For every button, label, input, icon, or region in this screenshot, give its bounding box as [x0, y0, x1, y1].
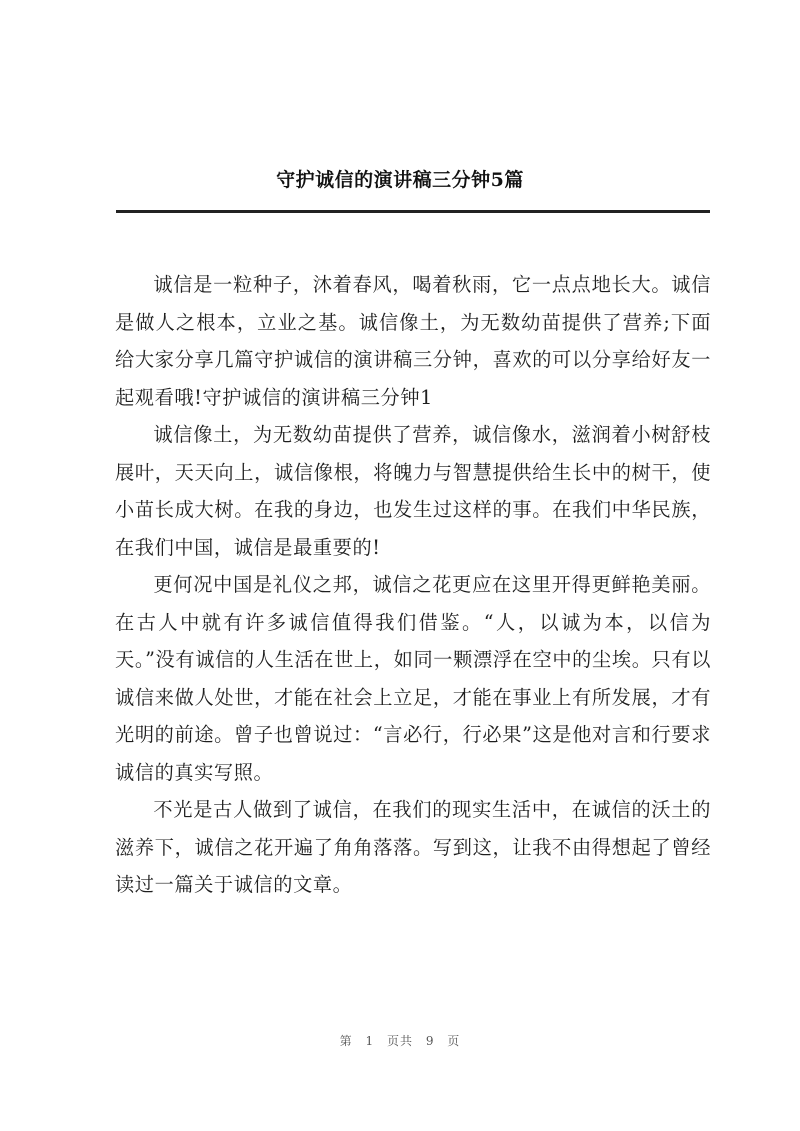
title-underline — [116, 210, 710, 213]
paragraph-3: 更何况中国是礼仪之邦，诚信之花更应在这里开得更鲜艳美丽。在古人中就有许多诚信值得我们借鉴。“人，以诚为本，以信为天。”没有诚信的人生活在世上，如同一颗漂浮在空中的尘埃。只有以诚信来做人处世，才能在社会上立足，才能在事业上有所发展，才有光明的前途。曾子也曾说过：“言必行，行必果”这是他对言和行要求诚信的真实写照。 — [115, 573, 711, 784]
document-body — [115, 266, 711, 904]
paragraph-2: 诚信像土，为无数幼苗提供了营养，诚信像水，滋润着小树舒枝展叶，天天向上，诚信像根，将魄力与智慧提供给生长中的树干，使小苗长成大树。在我的身边，也发生过这样的事。在我们中华民族，在我们中国，诚信是最重要的! — [115, 423, 711, 559]
footer-current-page: 1 — [365, 1034, 375, 1048]
footer-middle: 页共 — [386, 1034, 413, 1048]
footer-total-pages: 9 — [425, 1034, 435, 1048]
paragraph-4: 不光是古人做到了诚信，在我们的现实生活中，在诚信的沃土的滋养下，诚信之花开遍了角角落落。写到这，让我不由得想起了曾经读过一篇关于诚信的文章。 — [115, 798, 711, 896]
document-title: 守护诚信的演讲稿三分钟5篇 — [276, 169, 524, 191]
paragraph-1: 诚信是一粒种子，沐着春风，喝着秋雨，它一点点地长大。诚信是做人之根本，立业之基。诚信像土，为无数幼苗提供了营养;下面给大家分享几篇守护诚信的演讲稿三分钟，喜欢的可以分享给好友一起观看哦!守护诚信的演讲稿三分钟1 — [115, 273, 711, 409]
page-footer — [0, 1032, 800, 1049]
footer-prefix: 第 — [339, 1034, 353, 1048]
footer-suffix: 页 — [447, 1034, 461, 1048]
